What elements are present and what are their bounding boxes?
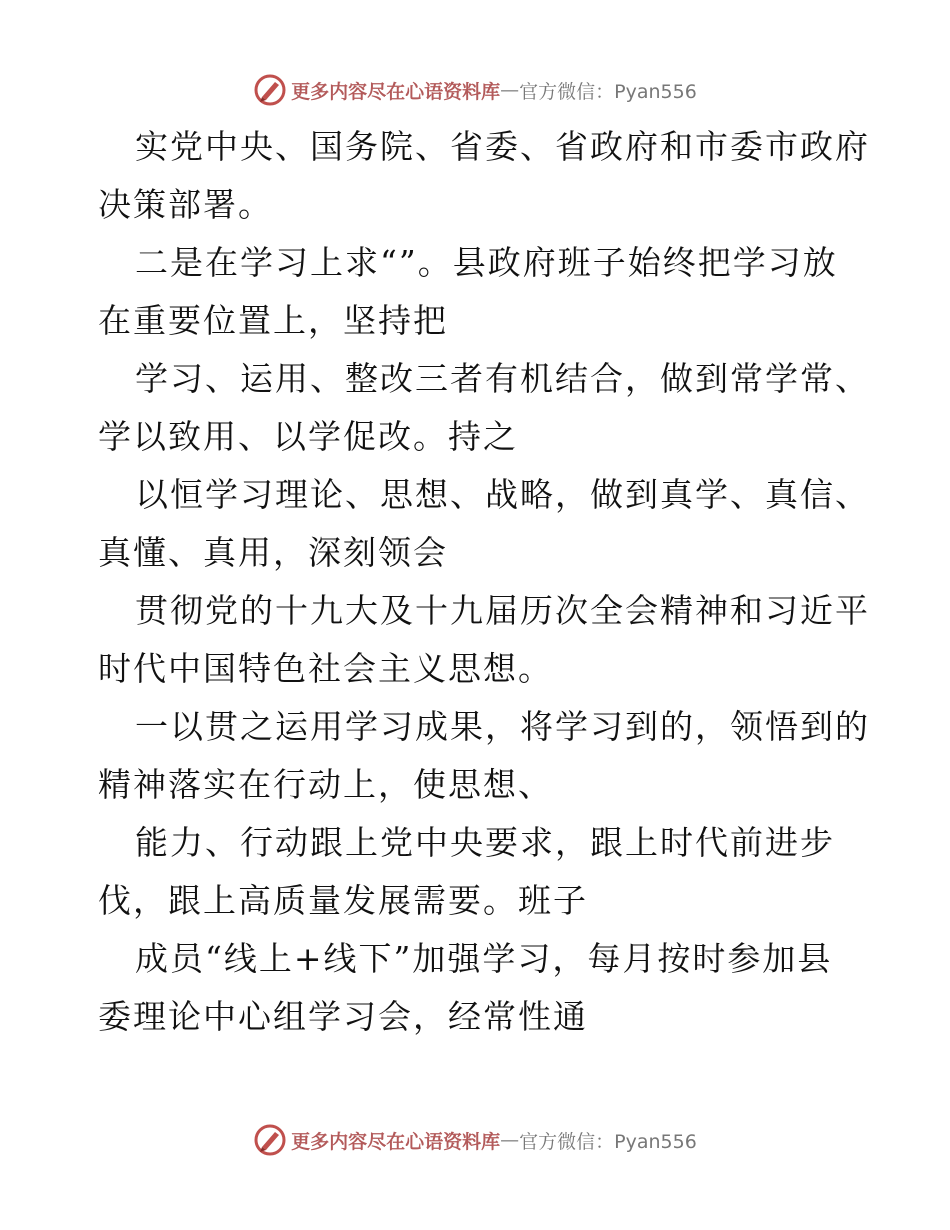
paragraph bbox=[0, 930, 858, 1046]
paragraph bbox=[0, 698, 870, 814]
pen-logo-icon bbox=[253, 1123, 287, 1157]
header-brand-text: 更多内容尽在心语资料库 bbox=[291, 80, 501, 103]
paragraph-line: 时代中国特色社会主义思想。 bbox=[98, 649, 553, 688]
paragraph bbox=[0, 234, 858, 350]
paragraph bbox=[0, 582, 870, 698]
paragraph bbox=[0, 814, 858, 930]
paragraph-line: 以恒学习理论、思想、战略，做到真学、真信、 bbox=[135, 475, 870, 514]
paragraph-line: 贯彻党的十九大及十九届历次全会精神和习近平 bbox=[135, 591, 870, 630]
paragraph-line: 委理论中心组学习会，经常性通 bbox=[98, 997, 588, 1036]
header-watermark bbox=[0, 70, 950, 110]
pen-logo-icon bbox=[253, 73, 287, 107]
footer-wechat-text: 官方微信：Pyan556 bbox=[519, 1130, 697, 1153]
paragraph-line: 成员“线上+线下”加强学习，每月按时参加县 bbox=[135, 939, 833, 978]
paragraph-line: 学习、运用、整改三者有机结合，做到常学常、 bbox=[135, 359, 870, 398]
paragraph-line: 决策部署。 bbox=[98, 185, 273, 224]
paragraph-line: 在重要位置上，坚持把 bbox=[98, 301, 448, 340]
document-body bbox=[0, 118, 950, 1046]
header-wechat-text: 官方微信：Pyan556 bbox=[519, 80, 697, 103]
paragraph-line: 精神落实在行动上，使思想、 bbox=[98, 765, 553, 804]
paragraph-line: 伐，跟上高质量发展需要。班子 bbox=[98, 881, 588, 920]
header-separator: — bbox=[500, 79, 520, 101]
paragraph-line: 二是在学习上求“”。县政府班子始终把学习放 bbox=[135, 243, 838, 282]
paragraph-line: 能力、行动跟上党中央要求，跟上时代前进步 bbox=[135, 823, 835, 862]
paragraph-line: 学以致用、以学促改。持之 bbox=[98, 417, 518, 456]
paragraph bbox=[0, 118, 870, 234]
footer-watermark bbox=[0, 1120, 950, 1160]
paragraph-line: 真懂、真用，深刻领会 bbox=[98, 533, 448, 572]
paragraph bbox=[0, 350, 870, 466]
paragraph bbox=[0, 466, 870, 582]
footer-brand-text: 更多内容尽在心语资料库 bbox=[291, 1130, 501, 1153]
paragraph-line: 一以贯之运用学习成果，将学习到的，领悟到的 bbox=[135, 707, 870, 746]
footer-separator: — bbox=[500, 1129, 520, 1151]
paragraph-line: 实党中央、国务院、省委、省政府和市委市政府 bbox=[135, 127, 870, 166]
